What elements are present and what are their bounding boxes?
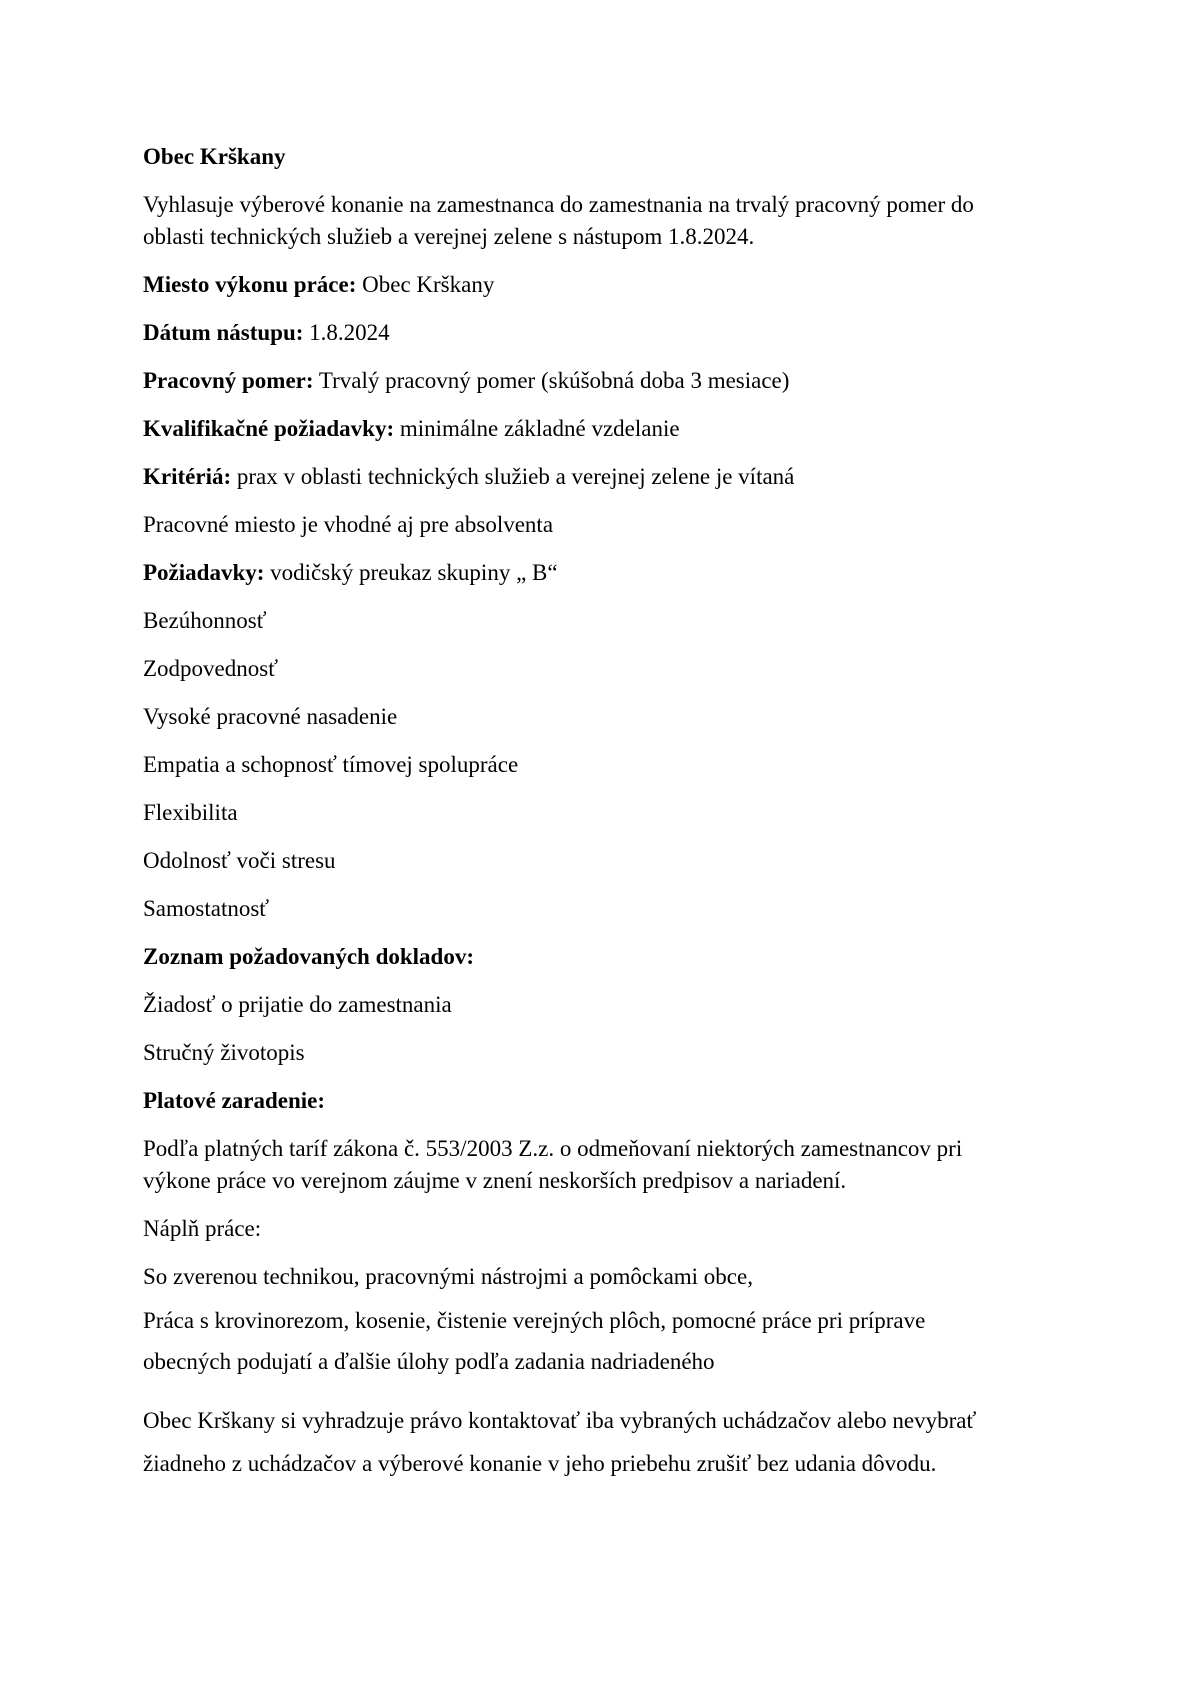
- duties-line-3: obecných podujatí a ďalšie úlohy podľa zadania nadriadeného: [143, 1349, 715, 1374]
- requirement-item: Zodpovednosť: [143, 656, 279, 681]
- field-start-date: [143, 317, 1043, 349]
- requirement-item: Odolnosť voči stresu: [143, 848, 336, 873]
- document-heading: Obec Krškany: [143, 144, 286, 169]
- field-label: Kritériá:: [143, 464, 232, 489]
- field-value: Trvalý pracovný pomer (skúšobná doba 3 mesiace): [313, 368, 790, 393]
- closing-line-2: žiadneho z uchádzačov a výberové konanie v jeho priebehu zrušiť bez udania dôvodu.: [143, 1451, 937, 1476]
- salary-heading: Platové zaradenie:: [143, 1088, 326, 1113]
- requirement-item: Vysoké pracovné nasadenie: [143, 704, 398, 729]
- graduate-note: Pracovné miesto je vhodné aj pre absolventa: [143, 512, 554, 537]
- field-label: Kvalifikačné požiadavky:: [143, 416, 395, 441]
- field-label: Dátum nástupu:: [143, 320, 304, 345]
- requirement-item: Empatia a schopnosť tímovej spolupráce: [143, 752, 519, 777]
- requirements-line: [143, 557, 1043, 589]
- requirement-item: Bezúhonnosť: [143, 608, 267, 633]
- requirement-item: Samostatnosť: [143, 896, 270, 921]
- field-label: Pracovný pomer:: [143, 368, 314, 393]
- field-value: 1.8.2024: [303, 320, 390, 345]
- field-criteria: [143, 461, 1043, 493]
- document-item: Žiadosť o prijatie do zamestnania: [143, 992, 452, 1017]
- requirements-label: Požiadavky:: [143, 560, 265, 585]
- salary-line-1: Podľa platných taríf zákona č. 553/2003 Z.z. o odmeňovaní niektorých zamestnancov pri: [143, 1136, 963, 1161]
- intro-line-2: oblasti technických služieb a verejnej zelene s nástupom 1.8.2024.: [143, 224, 755, 249]
- field-qualification: [143, 413, 1043, 445]
- documents-heading: Zoznam požadovaných dokladov:: [143, 944, 475, 969]
- document-item: Stručný životopis: [143, 1040, 305, 1065]
- duties-line-2: Práca s krovinorezom, kosenie, čistenie verejných plôch, pomocné práce pri príprave: [143, 1308, 926, 1333]
- field-workplace: [143, 269, 1043, 301]
- field-value: Obec Krškany: [356, 272, 495, 297]
- duties-heading: Náplň práce:: [143, 1216, 262, 1241]
- field-value: prax v oblasti technických služieb a verejnej zelene je vítaná: [231, 464, 795, 489]
- field-value: minimálne základné vzdelanie: [394, 416, 680, 441]
- duties-line-1: So zverenou technikou, pracovnými nástrojmi a pomôckami obce,: [143, 1264, 753, 1289]
- field-employment-type: [143, 365, 1043, 397]
- closing-line-1: Obec Krškany si vyhradzuje právo kontaktovať iba vybraných uchádzačov alebo nevybrať: [143, 1408, 977, 1433]
- salary-line-2: výkone práce vo verejnom záujme v znení neskorších predpisov a nariadení.: [143, 1168, 847, 1193]
- requirements-value: vodičský preukaz skupiny „ B“: [264, 560, 558, 585]
- requirement-item: Flexibilita: [143, 800, 238, 825]
- intro-line-1: Vyhlasuje výberové konanie na zamestnanca do zamestnania na trvalý pracovný pomer do: [143, 192, 974, 217]
- field-label: Miesto výkonu práce:: [143, 272, 357, 297]
